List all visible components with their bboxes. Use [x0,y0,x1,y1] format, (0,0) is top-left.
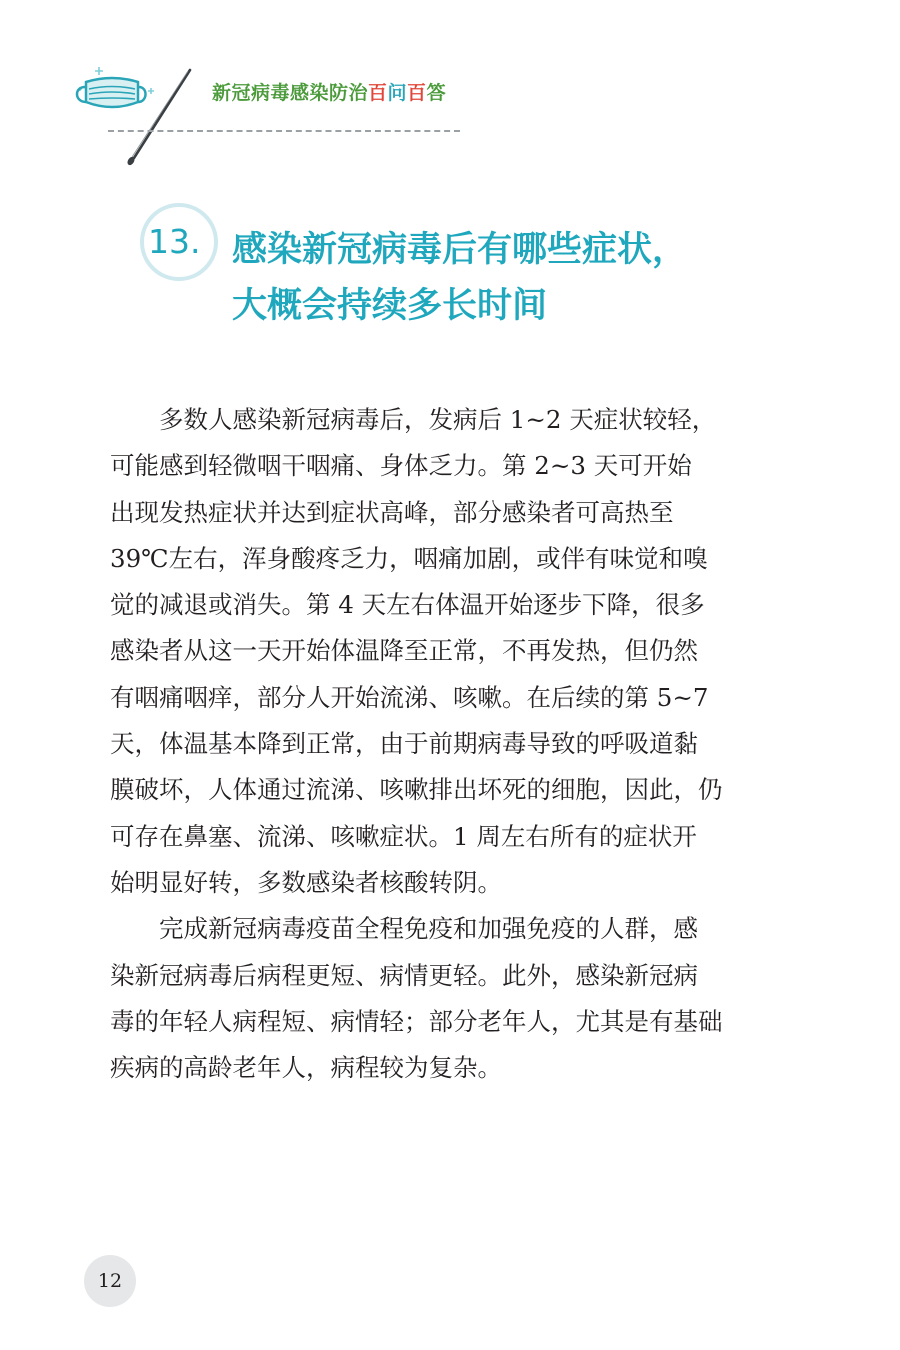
title-part: 百 [368,82,388,104]
text-line: 出现发热症状并达到症状高峰，部分感染者可高热至 [110,497,674,527]
text-line: 39℃左右，浑身酸疼乏力，咽痛加剧，或伴有味觉和嗅 [110,543,708,573]
text-line: 感染者从这一天开始体温降至正常，不再发热，但仍然 [110,636,698,666]
text-line: 疾病的高龄老年人，病程较为复杂。 [110,1053,502,1083]
title-part: 问 [387,82,408,104]
page-number: 12 [97,1270,123,1292]
title-part: 新冠病毒感染防治 [212,82,369,104]
text-line: 有咽痛咽痒，部分人开始流涕、咳嗽。在后续的第 5~7 [110,682,709,712]
header-divider [108,130,460,132]
paragraph-1 [110,397,754,906]
text-line: 始明显好转，多数感染者核酸转阴。 [110,867,502,897]
text-line: 膜破坏，人体通过流涕、咳嗽排出坏死的细胞，因此，仍 [110,775,723,805]
text-line: 染新冠病毒后病程更短、病情更轻。此外，感染新冠病 [110,960,698,990]
paragraph-2 [110,906,754,1091]
text-line: 毒的年轻人病程短、病情轻；部分老年人，尤其是有基础 [110,1006,723,1036]
text-line: 可能感到轻微咽干咽痛、身体乏力。第 2~3 天可开始 [110,451,692,481]
text-line: 可存在鼻塞、流涕、咳嗽症状。1 周左右所有的症状开 [110,821,697,851]
text-line: 完成新冠病毒疫苗全程免疫和加强免疫的人群，感 [159,914,698,944]
text-line: 多数人感染新冠病毒后，发病后 1~2 天症状较轻， [159,405,717,434]
question-title [232,222,792,334]
question-title-line: 大概会持续多长时间 [232,286,548,326]
text-line: 觉的减退或消失。第 4 天左右体温开始逐步下降，很多 [110,590,705,620]
answer-body [110,397,754,1091]
book-series-title [212,78,446,105]
question-number: 13. [148,222,201,261]
title-part: 百 [407,82,427,104]
question-title-line: 感染新冠病毒后有哪些症状， [232,230,688,270]
text-line: 天，体温基本降到正常，由于前期病毒导致的呼吸道黏 [110,729,698,759]
title-part: 答 [426,82,447,104]
face-mask-and-swab-icon [72,62,202,167]
